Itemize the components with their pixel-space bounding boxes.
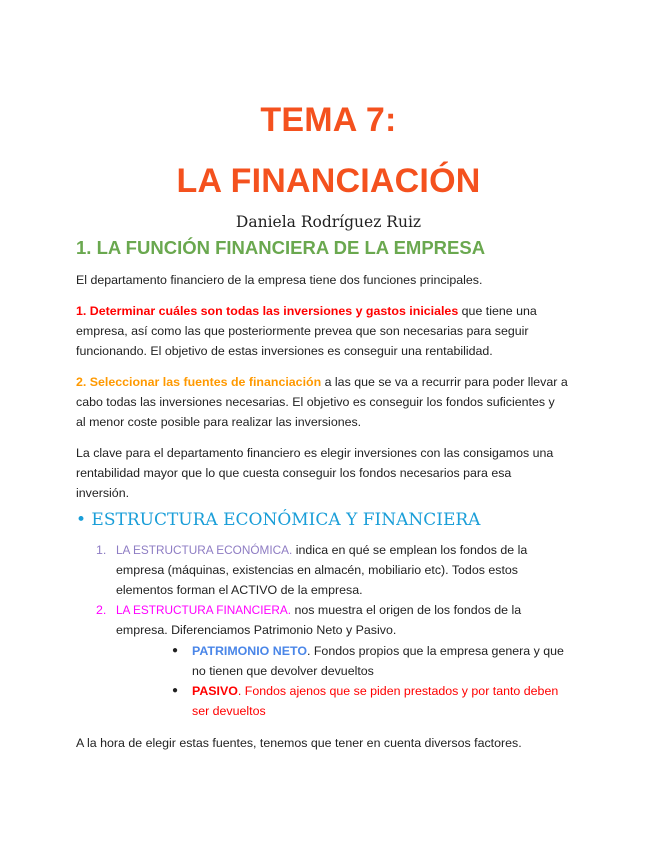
function-2-highlight: 2. Seleccionar las fuentes de financiación — [76, 375, 322, 389]
key-line-2: rentabilidad mayor que lo que cuesta conseguir los fondos necesarios para esa — [76, 466, 512, 480]
financial-structure-label: LA ESTRUCTURA FINANCIERA. — [116, 603, 292, 617]
key-line-3: inversión. — [76, 486, 130, 500]
intro-text: El departamento financiero de la empresa tiene dos funciones principales. — [76, 273, 483, 287]
item-1-line-2: empresa (máquinas, existencias en almacén, mobiliario etc). Todos estos — [116, 563, 518, 577]
item-2-line-2: empresa. Diferenciamos Patrimonio Neto y Pasivo. — [116, 623, 397, 637]
list-number: 1. — [96, 543, 107, 557]
key-paragraph — [76, 443, 581, 503]
function-1-paragraph — [76, 301, 581, 361]
bullet-item — [172, 641, 572, 681]
bullet-icon: ● — [172, 685, 179, 696]
section-heading-1: 1. LA FUNCIÓN FINANCIERA DE LA EMPRESA — [76, 237, 486, 258]
closing-text: A la hora de elegir estas fuentes, tenemos que tener en cuenta diversos factores. — [76, 736, 522, 750]
bullet-2-rest: . Fondos ajenos que se piden prestados y por tanto deben — [237, 684, 559, 698]
function-2-line-2: cabo todas las inversiones necesarias. El objetivo es conseguir los fondos suficientes y — [76, 395, 555, 409]
key-line-1: La clave para el departamento financiero es elegir inversiones con las consigamos una — [76, 446, 554, 460]
title-line-1: TEMA 7: — [260, 101, 397, 139]
bullet-1-rest: . Fondos propios que la empresa genera y que — [306, 644, 564, 658]
patrimonio-neto-label: PATRIMONIO NETO — [192, 644, 307, 658]
list-item — [96, 540, 566, 600]
item-1-line-3: elementos forman el ACTIVO de la empresa. — [116, 583, 363, 597]
closing-paragraph — [76, 733, 581, 753]
list-item — [96, 600, 566, 640]
author: Daniela Rodríguez Ruiz — [235, 213, 422, 231]
bullet-item — [172, 681, 572, 721]
title-line-2: LA FINANCIACIÓN — [176, 162, 481, 200]
pasivo-label: PASIVO — [192, 684, 238, 698]
intro-paragraph — [76, 270, 581, 290]
function-2-paragraph — [76, 372, 581, 432]
function-1-line-2: empresa, así como las que posteriormente prevea que son necesarias para seguir — [76, 324, 529, 338]
bullet-icon: ● — [172, 645, 179, 656]
list-number: 2. — [96, 603, 107, 617]
section-heading-2: • ESTRUCTURA ECONÓMICA Y FINANCIERA — [76, 510, 481, 530]
function-2-rest: a las que se va a recurrir para poder llevar a — [321, 375, 568, 389]
function-1-line-3: funcionando. El objetivo de estas inversiones es conseguir una rentabilidad. — [76, 344, 493, 358]
function-2-line-3: al menor coste posible para realizar las inversiones. — [76, 415, 362, 429]
bullet-1-line-2: no tienen que devolver devueltos — [192, 664, 374, 678]
economic-structure-label: LA ESTRUCTURA ECONÓMICA. — [116, 543, 293, 557]
bullet-2-line-2: ser devueltos — [192, 704, 266, 718]
item-1-rest: indica en qué se emplean los fondos de la — [292, 543, 528, 557]
function-1-highlight: 1. Determinar cuáles son todas las inversiones y gastos iniciales — [76, 304, 459, 318]
function-1-rest: que tiene una — [458, 304, 537, 318]
item-2-rest: nos muestra el origen de los fondos de la — [291, 603, 522, 617]
